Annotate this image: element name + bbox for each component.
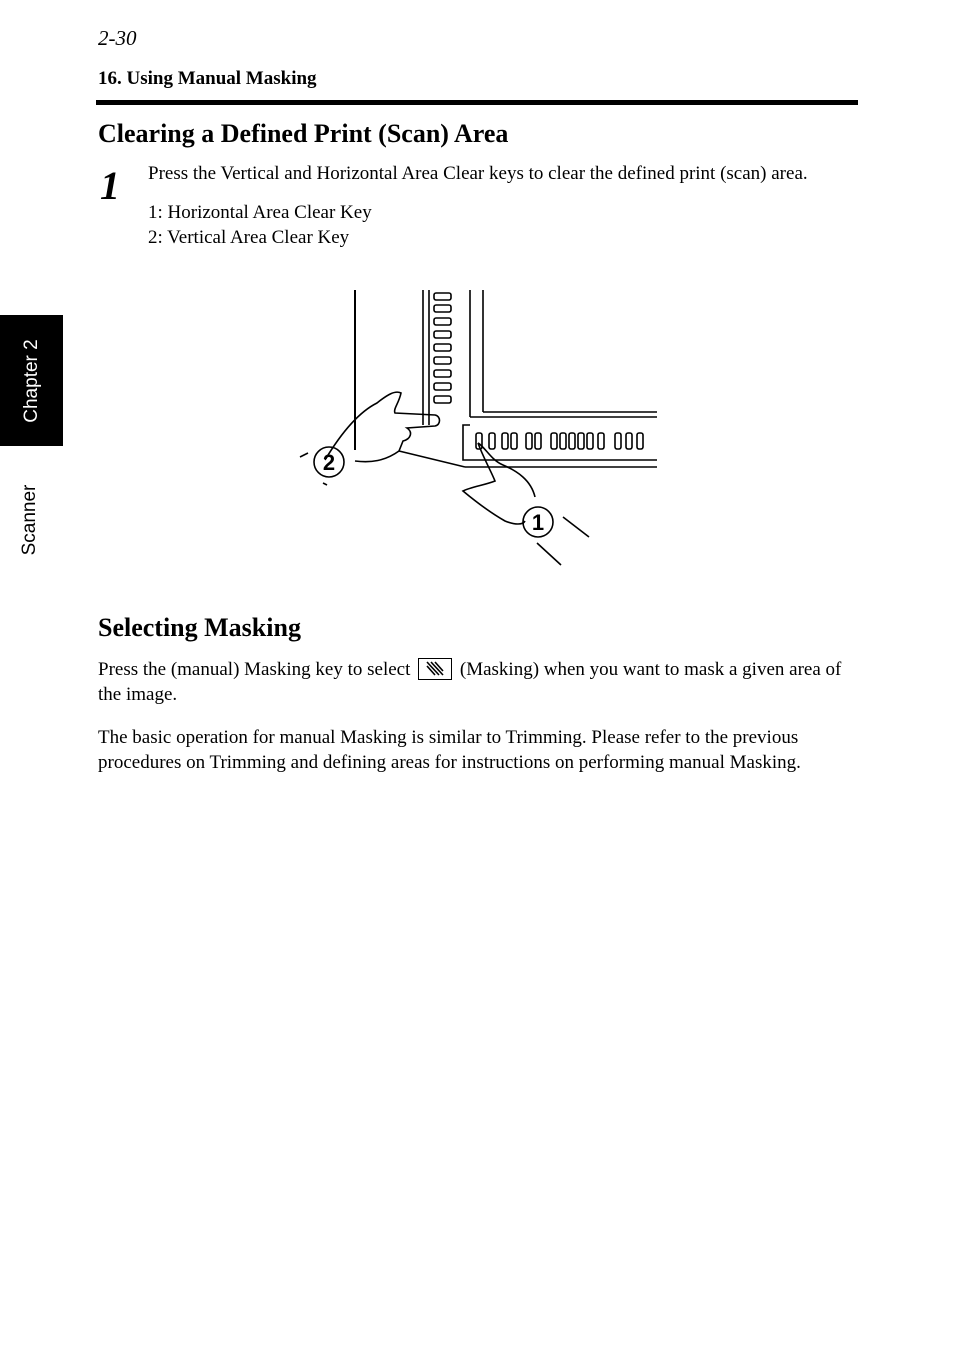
header-rule	[96, 100, 858, 105]
chapter-tab	[0, 315, 63, 446]
callout-1	[523, 507, 553, 537]
horizontal-key-strip	[476, 433, 643, 449]
masking-note: The basic operation for manual Masking is similar to Trimming. Please refer to the previous procedures on Trimming and defining areas for instructions on performing manual Masking.	[98, 727, 801, 773]
masking-key-icon	[418, 658, 452, 680]
right-hand-illustration	[463, 443, 589, 565]
key-list-item: 2: Vertical Area Clear Key	[148, 227, 350, 248]
key-list	[148, 200, 372, 250]
masking-instructions-after: (Masking) when you want to mask a given area of the image.	[98, 659, 842, 705]
key-list-item: 1: Horizontal Area Clear Key	[148, 202, 372, 223]
heading-selecting-masking: Selecting Masking	[98, 613, 301, 642]
masking-instructions	[98, 657, 858, 707]
vertical-key-strip	[434, 293, 451, 403]
callout-1-label: 1	[531, 510, 545, 535]
callout-2-label: 2	[322, 450, 336, 475]
section-header: 16. Using Manual Masking	[98, 68, 317, 89]
masking-instructions-before: Press the (manual) Masking key to select	[98, 659, 411, 680]
step-number: 1	[100, 163, 120, 208]
heading-clearing-area: Clearing a Defined Print (Scan) Area	[98, 119, 509, 148]
page-number: 2-30	[98, 26, 137, 50]
chapter-label: Chapter 2	[20, 338, 42, 423]
area-clear-illustration	[295, 285, 665, 570]
chapter-title: Scanner	[19, 484, 40, 556]
step-text: Press the Vertical and Horizontal Area Clear keys to clear the defined print (scan) area.	[148, 163, 808, 184]
callout-2	[314, 447, 344, 477]
